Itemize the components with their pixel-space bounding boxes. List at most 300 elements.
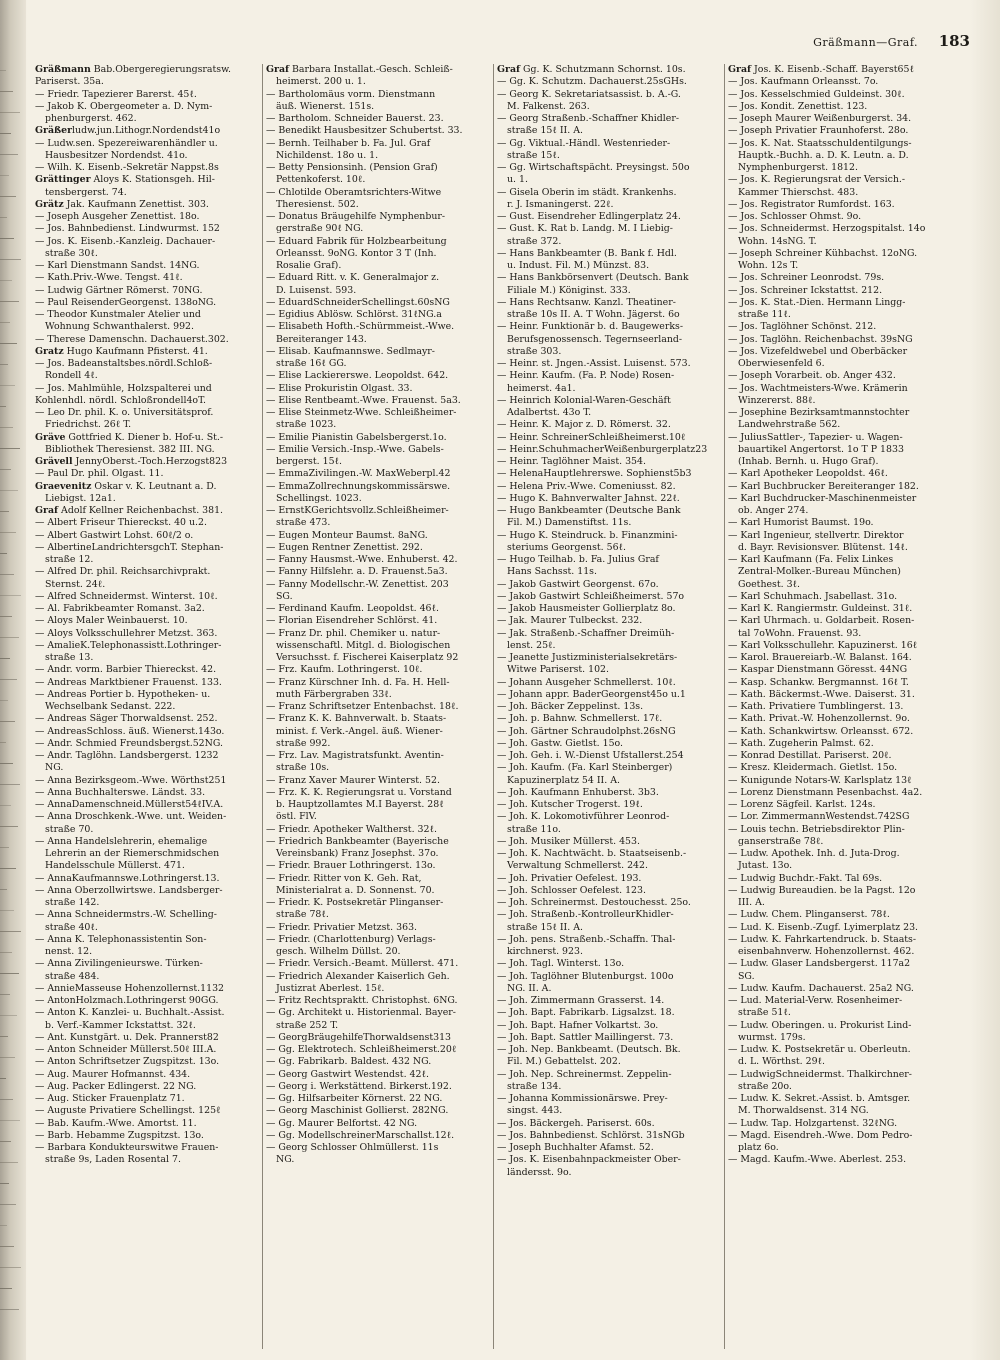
directory-entry-line: straße 484. xyxy=(45,970,100,982)
directory-entry-line: Pettenkoferst. 10ℓ. xyxy=(276,174,366,186)
directory-entry-line: — Gg. Architekt u. Historienmal. Bayer- xyxy=(266,1007,456,1019)
directory-entry-line: — Jos. K. Eisenbahnpackmeister Ober- xyxy=(497,1154,681,1166)
directory-entry-line: — Jos. Kaufmann Orleansst. 7o. xyxy=(728,76,879,88)
directory-entry-line: minist. f. Verk.-Angel. äuß. Wiener- xyxy=(276,725,443,737)
directory-entry-line: — Jos. Vizefeldwebel und Oberbäcker xyxy=(728,345,908,357)
directory-entry-line: — Karl K. Rangiermstr. Guldeinst. 31ℓ. xyxy=(728,603,913,614)
directory-entry-line: — Joseph Schreiner Kühbachst. 12oNG. xyxy=(728,247,918,259)
directory-entry-line: — Joseph Buchhalter Afamst. 52. xyxy=(497,1142,654,1153)
directory-entry-line: — Al. Fabrikbeamter Romanst. 3a2. xyxy=(35,603,205,614)
directory-entry-line: SG. xyxy=(276,590,293,602)
gutter-mark xyxy=(0,1225,7,1226)
directory-entry-line: straße 473. xyxy=(276,517,331,529)
gutter-mark xyxy=(0,154,18,155)
directory-entry-line: — Friedrich Bankbeamter (Bayerische xyxy=(266,835,449,847)
directory-entry-line: — Gust. Eisendreher Edlingerplatz 24. xyxy=(497,211,681,222)
directory-entry-line: — Frz. Lav. Magistratsfunkt. Aventin- xyxy=(266,750,444,761)
directory-entry-line: östl. FlV. xyxy=(276,811,317,823)
directory-entry-line: straße 134. xyxy=(507,1080,562,1092)
directory-entry-line: Graf Adolf Kellner Reichenbachst. 381. xyxy=(35,505,224,516)
directory-entry-line: — Ludw. K. Fahrkartendruck. b. Staats- xyxy=(728,933,917,945)
directory-entry-line: — Fritz Rechtspraktt. Christophst. 6NG. xyxy=(266,995,458,1006)
directory-entry-line: — Joseph Privatier Fraunhoferst. 28o. xyxy=(728,125,909,137)
directory-entry-line: — Anton K. Kanzlei- u. Buchhalt.-Assist. xyxy=(35,1007,225,1019)
directory-entry-line: Graf Gg. K. Schutzmann Schornst. 10s. xyxy=(497,64,686,75)
directory-entry-line: — Eduard Fabrik für Holzbearbeitung xyxy=(266,235,447,247)
directory-entry-line: — Heinr. Kaufm. (Fa. P. Node) Rosen- xyxy=(497,370,675,382)
directory-entry-line: — AntonHolzmach.Lothringerst 90GG. xyxy=(35,995,219,1006)
directory-entry-line: — Ludw.sen. Spezereiwarenhändler u. xyxy=(35,137,218,149)
directory-entry-line: — GeorgBräugehilfeThorwaldsenst313 xyxy=(266,1031,452,1043)
directory-entry-line: NG. xyxy=(276,1154,295,1166)
directory-entry-line: straße 10s. xyxy=(276,762,330,774)
directory-entry-line: straße 992. xyxy=(276,737,331,749)
gutter-mark xyxy=(0,952,12,953)
directory-entry-line: III. A. xyxy=(738,897,765,908)
directory-entry-line: — Georg Gastwirt Westendst. 42ℓ. xyxy=(266,1068,429,1080)
surname-heading: Gräßer xyxy=(35,125,73,137)
directory-entry-line: — Jos. Schreiner Ickstattst. 212. xyxy=(728,284,883,296)
gutter-mark xyxy=(0,1078,6,1079)
directory-entry-line: — Hugo Bankbeamter (Deutsche Bank xyxy=(497,505,681,516)
directory-entry-line: — Ludwig Gärtner Römerst. 70NG. xyxy=(35,284,203,296)
directory-entry-line: — EmmaZollrechnungskommissärswe. xyxy=(266,480,451,492)
directory-entry-line: — Friedr. K. Postsekretär Plinganser- xyxy=(266,897,444,908)
directory-entry-line: heimerst. 200 u. 1. xyxy=(276,76,366,88)
directory-entry-line: — AmalieK.Telephonassistt.Lothringer- xyxy=(35,639,222,651)
gutter-mark xyxy=(0,637,19,638)
directory-entry-line: Graevenitz Oskar v. K. Leutnant a. D. xyxy=(35,480,217,492)
directory-entry-line: — Jak. Straßenb.-Schaffner Dreimüh- xyxy=(497,627,675,639)
directory-entry-line: — Ant. Kunstgärt. u. Dek. Prannerst82 xyxy=(35,1031,219,1043)
directory-entry-line: — Fanny Hausmst.-Wwe. Enhuberst. 42. xyxy=(266,554,458,565)
directory-entry-line: — Ferdinand Kaufm. Leopoldst. 46ℓ. xyxy=(266,603,439,614)
directory-entry-line: — Karl Uhrmach. u. Goldarbeit. Rosen- xyxy=(728,615,915,627)
directory-entry-line: — Elise Prokuristin Olgast. 33. xyxy=(266,382,413,394)
directory-entry-line: — Jos. Schreiner Leonrodst. 79s. xyxy=(728,272,885,284)
directory-entry-line: — Jos. K. Stat.-Dien. Hermann Lingg- xyxy=(728,296,906,308)
directory-entry-line: — Jos. Mahlmühle, Holzspalterei und xyxy=(35,382,212,394)
column-4 xyxy=(725,64,955,1349)
directory-entry-line: D. Luisenst. 593. xyxy=(276,284,357,296)
directory-entry-line: — Louis techn. Betriebsdirektor Plin- xyxy=(728,823,905,835)
directory-entry-line: Gräßerludw.jun.Lithogr.Nordendst41o xyxy=(35,125,221,137)
directory-entry-line: — Lud. K. Eisenb.-Zugf. Lyimerplatz 23. xyxy=(728,921,919,933)
directory-entry-line: — Friedr. Tapezierer Barerst. 45ℓ. xyxy=(35,88,197,100)
directory-entry-line: Lehrerin an der Riemerschmidschen xyxy=(45,848,220,859)
gutter-mark xyxy=(0,322,10,323)
directory-entry-line: — Friedrich Alexander Kaiserlich Geh. xyxy=(266,970,450,982)
directory-entry-line: Bereiteranger 143. xyxy=(276,333,367,345)
directory-entry-line: — Joh. Schreinermst. Destouchesst. 25o. xyxy=(497,897,691,908)
directory-entry-line: — Heinrich Kolonial-Waren-Geschäft xyxy=(497,394,671,406)
directory-entry-line: — Heinr.SchuhmacherWeißenburgerplatz23 xyxy=(497,443,708,455)
directory-entry-line: Kohlenhdl. nördl. Schloßrondell4oT. xyxy=(35,394,206,406)
directory-entry-line: — Jos. Schneidermst. Herzogspitalst. 14o xyxy=(728,223,926,235)
directory-entry-line: — Donatus Bräugehilfe Nymphenbur- xyxy=(266,211,446,222)
directory-entry-line: — Kath. Privat.-W. Hohenzollernst. 9o. xyxy=(728,713,910,725)
gutter-mark xyxy=(0,1120,20,1121)
directory-entry-line: u. Indust. Fil. M.) Münzst. 83. xyxy=(507,260,650,271)
gutter-mark xyxy=(0,175,9,176)
directory-entry-line: — Joh. Straßenb.-KontrolleurKhidler- xyxy=(497,909,674,921)
directory-entry-line: — Aloys Volksschullehrer Metzst. 363. xyxy=(35,627,218,639)
directory-entry-line: — Franz Kürschner Inh. d. Fa. H. Hell- xyxy=(266,676,450,688)
directory-entry-line: — EmmaZivilingen.-W. MaxWeberpl.42 xyxy=(266,468,451,480)
surname-heading: Graf xyxy=(266,64,290,75)
directory-entry-line: Versuchsst. f. Fischerei Kaiserplatz 92 xyxy=(276,652,459,663)
directory-entry-line: — Joseph Maurer Weißenburgerst. 34. xyxy=(728,113,912,124)
directory-entry-line: Grätz Jak. Kaufmann Zenettist. 303. xyxy=(35,198,209,210)
directory-entry-line: straße 40ℓ. xyxy=(45,921,98,933)
directory-entry-line: — Andreas Säger Thorwaldsenst. 252. xyxy=(35,713,218,725)
directory-entry-line: — Helena Priv.-Wwe. Comeniusst. 82. xyxy=(497,480,676,492)
directory-entry-line: Grävell JennyOberst.-Toch.Herzogst823 xyxy=(35,456,228,467)
directory-entry-line: — Auguste Privatiere Schellingst. 125ℓ xyxy=(35,1105,221,1117)
gutter-mark xyxy=(0,217,7,218)
directory-entry-line: NG. xyxy=(45,762,64,774)
gutter-mark xyxy=(0,658,10,659)
page-header xyxy=(30,30,970,54)
directory-entry-line: eisenbahnverw. Hohenzollernst. 462. xyxy=(738,946,915,957)
directory-entry-line: — Anton Schriftsetzer Zugspitzst. 13o. xyxy=(35,1056,220,1068)
gutter-mark xyxy=(0,1246,14,1247)
directory-entry-line: — Anna K. Telephonassistentin Son- xyxy=(35,933,207,945)
directory-entry-line: — Gg. ModellschreinerMarschallst.12ℓ. xyxy=(266,1129,455,1141)
directory-entry-line: ländersst. 9o. xyxy=(507,1166,572,1178)
directory-entry-line: — Georg Straßenb.-Schaffner Khidler- xyxy=(497,113,680,124)
directory-entry-line: — Eugen Rentner Zenettist. 292. xyxy=(266,541,423,553)
directory-entry-line: — Joh. Nep. Schreinermst. Zeppelin- xyxy=(497,1068,672,1080)
directory-entry-line: — Elise Steinmetz-Wwe. Schleißheimer- xyxy=(266,407,457,418)
directory-entry-line: — Kunigunde Notars-W. Karlsplatz 13ℓ xyxy=(728,774,912,786)
directory-entry-line: — Jos. Schlosser Ohmst. 9o. xyxy=(728,211,862,222)
directory-entry-line: — Anna Buchhalterswe. Ländst. 33. xyxy=(35,786,206,798)
directory-entry-line: — Andr. vorm. Barbier Thiereckst. 42. xyxy=(35,664,217,676)
directory-entry-line: straße 1023. xyxy=(276,419,337,431)
directory-entry-line: straße 15ℓ. xyxy=(507,149,560,161)
directory-entry-line: — Joh. Gastw. Gietlst. 15o. xyxy=(497,737,624,749)
directory-entry-line: M. Falkenst. 263. xyxy=(507,100,590,112)
directory-entry-line: — Jos. Badeanstaltsbes.nördl.Schloß- xyxy=(35,358,213,369)
directory-entry-line: — Ludwig Bureaudien. be la Pagst. 12o xyxy=(728,884,916,896)
directory-entry-line: — Bab. Kaufm.-Wwe. Amortst. 11. xyxy=(35,1117,197,1129)
directory-entry-line: — Friedr. Privatier Metzst. 363. xyxy=(266,921,418,933)
directory-entry-line: gerstraße 90ℓ NG. xyxy=(276,223,364,235)
directory-entry-line: Fil. M.) Damenstiftst. 11s. xyxy=(507,517,632,529)
directory-entry-line: straße 9s, Laden Rosental 7. xyxy=(45,1154,181,1166)
directory-entry-line: Landwehrstraße 562. xyxy=(738,419,841,431)
directory-entry-line: straße 51ℓ. xyxy=(738,1007,791,1019)
directory-entry-line: — Jos. Taglöhner Schönst. 212. xyxy=(728,321,877,333)
directory-entry-line: — Joh. Musiker Müllerst. 453. xyxy=(497,835,640,847)
gutter-mark xyxy=(0,301,19,302)
gutter-mark xyxy=(0,112,20,113)
directory-entry-line: Wechselbank Sedanst. 222. xyxy=(45,701,176,712)
gutter-mark xyxy=(0,679,17,680)
gutter-mark xyxy=(0,805,11,806)
directory-entry-line: — Emilie Versich.-Insp.-Wwe. Gabels- xyxy=(266,443,444,455)
surname-heading: Gräßmann xyxy=(35,64,91,75)
directory-entry-line: — Heinr. SchreinerSchleißheimerst.10ℓ xyxy=(497,431,686,443)
directory-entry-line: — Egidius Ablösw. Schlörst. 31ℓNG.a xyxy=(266,309,442,320)
directory-entry-line: — Hugo Teilhab. b. Fa. Julius Graf xyxy=(497,554,659,565)
directory-entry-line: — Jakob Gastwirt Schleißheimerst. 57o xyxy=(497,590,685,602)
directory-entry-line: — Joseph Vorarbeit. ob. Anger 432. xyxy=(728,370,896,382)
directory-entry-line: straße 303. xyxy=(507,345,562,357)
directory-entry-line: — Joh. K. Lokomotivführer Leonrod- xyxy=(497,811,670,823)
directory-entry-line: — Joh. Taglöhner Blutenburgst. 100o xyxy=(497,970,674,982)
directory-entry-line: — Gg. Fabrikarb. Baldest. 432 NG. xyxy=(266,1056,432,1068)
directory-entry-line: gesch. Wilhelm Düllst. 20. xyxy=(276,946,401,957)
directory-entry-line: Berufsgenossensch. Tegernseerland- xyxy=(507,333,683,345)
directory-entry-line: — Jos. Bäckergeh. Pariserst. 60s. xyxy=(497,1117,655,1129)
directory-entry-line: Hans Sachsst. 11s. xyxy=(507,566,597,578)
gutter-mark xyxy=(0,343,17,344)
directory-entry-line: — Jos. K. Nat. Staatsschuldentilgungs- xyxy=(728,137,912,149)
directory-entry-line: — Joh. Privatier Oefelest. 193. xyxy=(497,872,642,884)
gutter-mark xyxy=(0,91,13,92)
directory-entry-line: — Joh. Bapt. Sattler Maillingerst. 73. xyxy=(497,1031,674,1043)
directory-entry-line: — Karl Humorist Baumst. 19o. xyxy=(728,517,874,529)
directory-entry-line: — Ludw. Glaser Landsbergerst. 117a2 xyxy=(728,958,911,970)
directory-entry-line: — Johann appr. BaderGeorgenst45o u.1 xyxy=(497,688,686,700)
directory-entry-line: — Ludw. Apothek. Inh. d. Juta-Drog. xyxy=(728,848,900,859)
directory-entry-line: — Kath.Priv.-Wwe. Tengst. 41ℓ. xyxy=(35,272,183,284)
gutter-mark xyxy=(0,427,13,428)
directory-entry-line: — Florian Eisendreher Schlörst. 41. xyxy=(266,615,438,627)
directory-entry-line: Goethest. 3ℓ. xyxy=(738,578,801,590)
directory-entry-line: — Heinr. Funktionär b. d. Baugewerks- xyxy=(497,321,683,333)
directory-entry-line: — Karl Buchbrucker Bereiteranger 182. xyxy=(728,480,919,492)
surname-heading: Grättinger xyxy=(35,174,91,186)
directory-entry-line: — Bernh. Teilhaber b. Fa. Jul. Graf xyxy=(266,137,431,149)
directory-entry-line: Rosalie Graf). xyxy=(276,260,342,271)
directory-entry-line: straße 252 T. xyxy=(276,1019,339,1031)
directory-entry-line: — Gg. Viktual.-Händl. Westenrieder- xyxy=(497,137,671,149)
directory-entry-line: — Bartholomäus vorm. Dienstmann xyxy=(266,88,436,100)
gutter-mark xyxy=(0,763,13,764)
directory-entry-line: Bibliothek Theresienst. 382 III. NG. xyxy=(45,443,215,455)
directory-entry-line: — Heinr. Taglöhner Maist. 354. xyxy=(497,456,646,467)
directory-entry-line: — HelenaHauptlehrerswe. Sophienst5b3 xyxy=(497,468,692,480)
directory-entry-line: muth Färbergraben 33ℓ. xyxy=(276,688,392,700)
directory-entry-line: — Eugen Monteur Baumst. 8aNG. xyxy=(266,529,428,541)
directory-entry-line: ob. Anger 274. xyxy=(738,505,809,516)
directory-entry-line: — Jos. Kondit. Zenettist. 123. xyxy=(728,100,868,112)
directory-entry-line: — Elise Rentbeamt.-Wwe. Frauenst. 5a3. xyxy=(266,394,461,406)
directory-entry-line: — Wilh. K. Eisenb.-Sekretär Nappst.8s xyxy=(35,162,219,173)
directory-entry-line: — Josephine Bezirksamtmannstochter xyxy=(728,407,910,418)
directory-entry-line: — EduardSchneiderSchellingst.60sNG xyxy=(266,296,450,308)
directory-entry-line: straße 142. xyxy=(45,897,100,908)
directory-entry-line: — Eduard Ritt. v. K. Generalmajor z. xyxy=(266,272,440,284)
running-head: Gräßmann—Graf. xyxy=(813,36,918,49)
surname-heading: Graevenitz xyxy=(35,480,92,492)
directory-entry-line: — Kath. Bäckermst.-Wwe. Daiserst. 31. xyxy=(728,688,915,700)
directory-entry-line: straße 372. xyxy=(507,235,562,247)
directory-entry-line: Vereinsbank) Franz Josephst. 37o. xyxy=(276,848,439,859)
directory-entry-line: wurmst. 179s. xyxy=(738,1031,806,1043)
directory-entry-line: — Joh. Bäcker Zeppelinst. 13s. xyxy=(497,701,644,712)
directory-entry-line: — AnnieMasseuse Hohenzollernst.1132 xyxy=(35,982,224,994)
directory-entry-line: Witwe Pariserst. 102. xyxy=(507,664,609,676)
directory-entry-line: straße 12. xyxy=(45,554,94,565)
directory-entry-line: — Joh. K. Nachtwächt. b. Staatseisenb.- xyxy=(497,848,687,859)
directory-entry-line: — Jos. Taglöhn. Reichenbachst. 39sNG xyxy=(728,333,913,345)
directory-entry-line: r. J. Ismaningerst. 22ℓ. xyxy=(507,198,614,210)
directory-entry-line: ganserstraße 78ℓ. xyxy=(738,835,824,847)
directory-columns xyxy=(32,64,967,1349)
directory-entry-line: wissenschaftl. Mitgl. d. Biologischen xyxy=(276,639,451,651)
directory-entry-line: — Magd. Eisendreh.-Wwe. Dom Pedro- xyxy=(728,1129,913,1141)
directory-entry-line: — Jakob Hausmeister Gollierplatz 8o. xyxy=(497,603,676,614)
directory-entry-line: — Jak. Maurer Tulbeckst. 232. xyxy=(497,615,643,627)
gutter-mark xyxy=(0,385,15,386)
directory-entry-line: — Jakob Gastwirt Georgenst. 67o. xyxy=(497,578,659,590)
directory-entry-line: — Albert Gastwirt Lohst. 60ℓ/2 o. xyxy=(35,529,194,541)
directory-entry-line: straße 30ℓ. xyxy=(45,247,98,259)
gutter-mark xyxy=(0,280,12,281)
directory-entry-line: straße 70. xyxy=(45,823,94,835)
directory-entry-line: — Elisab. Kaufmannswe. Sedlmayr- xyxy=(266,345,435,357)
directory-entry-line: — Hans Bankbörsenvert (Deutsch. Bank xyxy=(497,272,689,284)
directory-entry-line: — Joh. Tagl. Winterst. 13o. xyxy=(497,958,625,970)
directory-entry-line: — Fanny Hilfslehr. a. D. Frauenst.5a3. xyxy=(266,566,448,578)
directory-entry-line: lenst. 25ℓ. xyxy=(507,639,556,651)
directory-entry-line: — Joh. Kaufm. (Fa. Karl Steinberger) xyxy=(497,762,673,774)
column-3 xyxy=(494,64,725,1349)
directory-entry-line: platz 6o. xyxy=(738,1142,779,1153)
directory-entry-line: — Alfred Dr. phil. Reichsarchivprakt. xyxy=(35,566,211,578)
directory-entry-line: — Anton Schneider Müllerst.50ℓ III.A. xyxy=(35,1044,217,1055)
gutter-mark xyxy=(0,1099,13,1100)
gutter-mark xyxy=(0,406,6,407)
directory-entry-line: steriums Georgenst. 56ℓ. xyxy=(507,541,627,553)
directory-entry-line: — Friedr. (Charlottenburg) Verlags- xyxy=(266,933,436,945)
directory-entry-line: Friedrichst. 26ℓ T. xyxy=(45,419,132,431)
directory-entry-line: — Gust. K. Rat b. Landg. M. I Liebig- xyxy=(497,223,673,235)
directory-entry-line: — Friedr. Ritter von K. Geh. Rat, xyxy=(266,872,422,884)
directory-entry-line: — Elise Lackiererswe. Leopoldst. 642. xyxy=(266,370,449,382)
directory-entry-line: kirchnerst. 923. xyxy=(507,946,583,957)
directory-entry-line: — Kresz. Kleidermach. Gietlst. 15o. xyxy=(728,762,898,774)
directory-entry-line: — Alfred Schneidermst. Winterst. 10ℓ. xyxy=(35,590,218,602)
directory-entry-line: — Franz K. K. Bahnverwalt. b. Staats- xyxy=(266,713,447,725)
directory-entry-line: — Ludwig Buchdr.-Fakt. Tal 69s. xyxy=(728,872,883,884)
page-number: 183 xyxy=(938,32,970,50)
directory-entry-line: — Hugo K. Steindruck. b. Finanzmini- xyxy=(497,529,678,541)
directory-entry-line: — AnnaDamenschneid.Müllerst54ℓIV.A. xyxy=(35,799,224,810)
directory-entry-line: — Lorenz Sägfeil. Karlst. 124s. xyxy=(728,799,876,810)
surname-heading: Grätz xyxy=(35,198,64,210)
directory-entry-line: — Anna Oberzollwirtswe. Landsberger- xyxy=(35,884,223,896)
directory-entry-line: Schellingst. 1023. xyxy=(276,492,362,504)
directory-entry-line: b. Verf.-Kammer Ickstattst. 32ℓ. xyxy=(45,1019,196,1031)
directory-entry-line: — Chlotilde Oberamtsrichters-Witwe xyxy=(266,186,442,198)
directory-entry-line: bergerst. 15ℓ. xyxy=(276,456,343,467)
directory-entry-line: — Kath. Schankwirtsw. Orleansst. 672. xyxy=(728,725,914,737)
gutter-mark xyxy=(0,742,6,743)
directory-entry-line: — Georg Schlosser Ohlmüllerst. 11s xyxy=(266,1142,439,1153)
directory-entry-line: Sternst. 24ℓ. xyxy=(45,578,106,590)
directory-entry-line: Grättinger Aloys K. Stationsgeh. Hil- xyxy=(35,174,215,186)
directory-entry-line: — Joh. Bapt. Hafner Volkartst. 3o. xyxy=(497,1019,659,1031)
directory-entry-line: — Jos. K. Regierungsrat der Versich.- xyxy=(728,174,906,186)
directory-entry-line: — Magd. Kaufm.-Wwe. Aberlest. 253. xyxy=(728,1154,907,1166)
directory-entry-line: — Bartholom. Schneider Bauerst. 23. xyxy=(266,113,444,124)
gutter-mark xyxy=(0,889,7,890)
directory-entry-line: Handelsschule Müllerst. 471. xyxy=(45,860,185,872)
directory-entry-line: Fil. M.) Gebattelst. 202. xyxy=(507,1056,621,1068)
directory-entry-line: — Kath. Zugeherin Palmst. 62. xyxy=(728,737,874,749)
directory-entry-line: — Benedikt Hausbesitzer Schubertst. 33. xyxy=(266,125,463,137)
directory-entry-line: — Anna Zivilingenieurswe. Türken- xyxy=(35,958,203,970)
gutter-mark xyxy=(0,448,20,449)
directory-entry-line: — Aug. Sticker Frauenplatz 71. xyxy=(35,1093,185,1104)
directory-entry-line: — Karl Dienstmann Sandst. 14NG. xyxy=(35,260,200,271)
directory-entry-line: — Ludw. K. Sekret.-Assist. b. Amtsger. xyxy=(728,1093,911,1104)
directory-entry-line: Kapuzinerplatz 54 II. A. xyxy=(507,774,620,786)
directory-entry-line: — Gg. Elektrotech. Schleißheimerst.20ℓ xyxy=(266,1044,457,1055)
directory-entry-line: — Georg K. Sekretariatsassist. b. A.-G. xyxy=(497,88,681,100)
directory-entry-line: — Hans Rechtsanw. Kanzl. Theatiner- xyxy=(497,296,676,308)
directory-entry-line: — Therese Damenschn. Dachauerst.302. xyxy=(35,333,229,345)
directory-entry-line: heimerst. 4a1. xyxy=(507,382,576,394)
directory-entry-line: — Ludw. K. Postsekretär u. Oberleutn. xyxy=(728,1044,911,1055)
directory-entry-line: — Gisela Oberin im städt. Krankenhs. xyxy=(497,186,677,198)
directory-entry-line: — Paul ReisenderGeorgenst. 138oNG. xyxy=(35,296,217,308)
directory-entry-line: straße 11o. xyxy=(507,823,561,835)
gutter-mark xyxy=(0,1162,18,1163)
directory-entry-line: — Kasp. Schankw. Bergmannst. 16ℓ T. xyxy=(728,676,909,688)
directory-entry-line: — Frz. Kaufm. Lothringerst. 10ℓ. xyxy=(266,664,423,676)
directory-entry-line: — Jos. Kesselschmied Guldeinst. 30ℓ. xyxy=(728,88,905,100)
directory-entry-line: b. Hauptzollamtes M.I Bayerst. 28ℓ xyxy=(276,799,444,810)
directory-entry-line: — Betty Pensionsinh. (Pension Graf) xyxy=(266,162,438,173)
directory-entry-line: — Elisabeth Hofth.-Schürmmeist.-Wwe. xyxy=(266,321,455,333)
gutter-mark xyxy=(0,196,16,197)
directory-entry-line: — Lud. Material-Verw. Rosenheimer- xyxy=(728,995,903,1006)
directory-entry-line: — Theodor Kunstmaler Atelier und xyxy=(35,309,201,320)
directory-entry-line: — Anna Droschkenk.-Wwe. unt. Weiden- xyxy=(35,811,227,823)
directory-entry-line: — Andreas Portier b. Hypotheken- u. xyxy=(35,688,211,700)
surname-heading: Graf xyxy=(35,505,59,516)
directory-entry-line: — Franz Xaver Maurer Winterst. 52. xyxy=(266,774,440,786)
directory-entry-line: Hauptk.-Buchh. a. D. K. Leutn. a. D. xyxy=(738,149,909,161)
gutter-mark xyxy=(0,868,16,869)
directory-entry-line: — Andr. Taglöhn. Landsbergerst. 1232 xyxy=(35,750,219,761)
gutter-mark xyxy=(0,1036,8,1037)
directory-entry-line: Liebigst. 12a1. xyxy=(45,492,116,504)
directory-entry-line: — Lor. ZimmermannWestendst.742SG xyxy=(728,811,910,823)
directory-entry-line: — Joh. Gärtner Schraudolphst.26sNG xyxy=(497,725,676,737)
gutter-mark xyxy=(0,469,11,470)
directory-entry-line: — Kath. Privatiere Tumblingerst. 13. xyxy=(728,701,904,712)
directory-entry-line: — Anna Schneidermstrs.-W. Schelling- xyxy=(35,909,217,921)
directory-entry-line: — Jos. Wachtmeisters-Wwe. Krämerin xyxy=(728,382,908,394)
directory-entry-line: — Barbara Kondukteurswitwe Frauen- xyxy=(35,1142,219,1153)
directory-entry-line: — Emilie Pianistin Gabelsbergerst.1o. xyxy=(266,431,447,443)
directory-entry-line: — Aug. Packer Edlingerst. 22 NG. xyxy=(35,1080,197,1092)
directory-entry-line: — Ludw. Tap. Holzgartenst. 32ℓNG. xyxy=(728,1117,898,1129)
directory-entry-line: straße 11ℓ. xyxy=(738,309,791,320)
directory-entry-line: — Albert Friseur Thiereckst. 40 u.2. xyxy=(35,517,207,529)
directory-entry-line: — Joh. Kutscher Trogerst. 19ℓ. xyxy=(497,799,643,810)
directory-entry-line: — Jos. Bahnbedienst. Schlörst. 31sNGb xyxy=(497,1129,685,1141)
directory-entry-line: tal 7oWohn. Frauenst. 93. xyxy=(738,627,862,639)
directory-entry-line: — Georg i. Werkstättend. Birkerst.192. xyxy=(266,1080,452,1092)
